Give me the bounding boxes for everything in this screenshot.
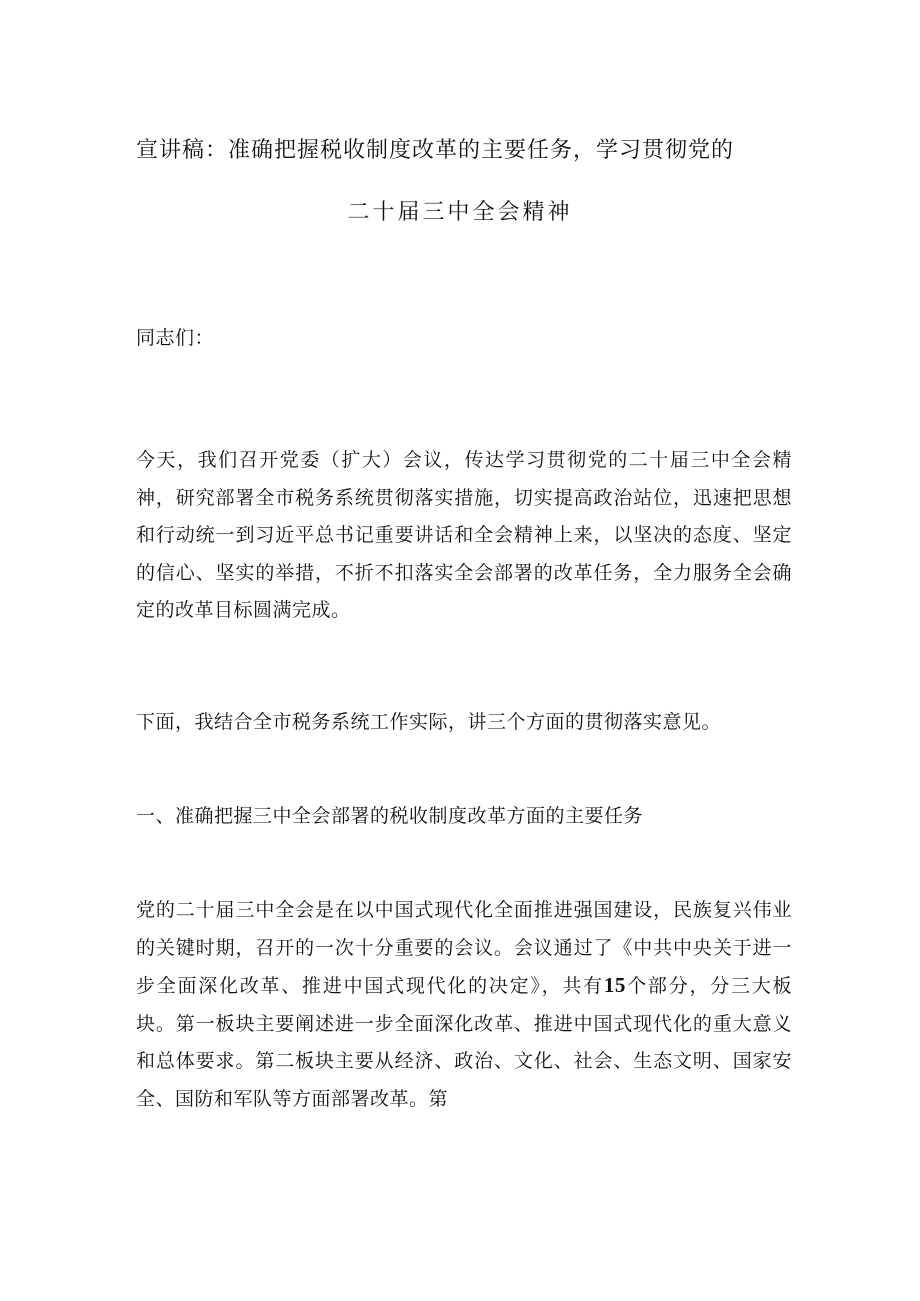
body-text-part-2: 个部分，分三大板块。第一板块主要阐述进一步全面深化改革、推进中国式现代化的重大意义和总体要求。第二板块主要从经济、政治、文化、社会、生态文明、国家安全、国防和军队等方面部署改革。第 xyxy=(136,975,792,1110)
salutation: 同志们： xyxy=(136,327,215,349)
title-line-1: 宣讲稿：准确把握税收制度改革的主要任务，学习贯彻党的 xyxy=(136,138,735,163)
section-heading-1: 一、准确把握三中全会部署的税收制度改革方面的主要任务 xyxy=(136,805,644,827)
intro-paragraph: 今天，我们召开党委（扩大）会议，传达学习贯彻党的二十届三中全会精神，研究部署全市税务系统贯彻落实措施，切实提高政治站位，迅速把思想和行动统一到习近平总书记重要讲话和全会精神上来，以坚决的态度、坚定的信心、坚实的举措，不折不扣落实全会部署的改革任务，全力服务全会确定的改革目标圆满完成。 xyxy=(136,449,792,621)
section-1-body-paragraph xyxy=(136,892,792,1118)
title-line-2: 二十届三中全会精神 xyxy=(347,200,573,225)
transition-paragraph: 下面，我结合全市税务系统工作实际，讲三个方面的贯彻落实意见。 xyxy=(136,711,722,733)
body-text-part-1: 党的二十届三中全会是在以中国式现代化全面推进强国建设，民族复兴伟业的关键时期，召开的一次十分重要的会议。会议通过了《中共中央关于进一步全面深化改革、推进中国式现代化的决定》，共有 xyxy=(136,899,792,997)
parts-count: 15 xyxy=(603,973,626,997)
